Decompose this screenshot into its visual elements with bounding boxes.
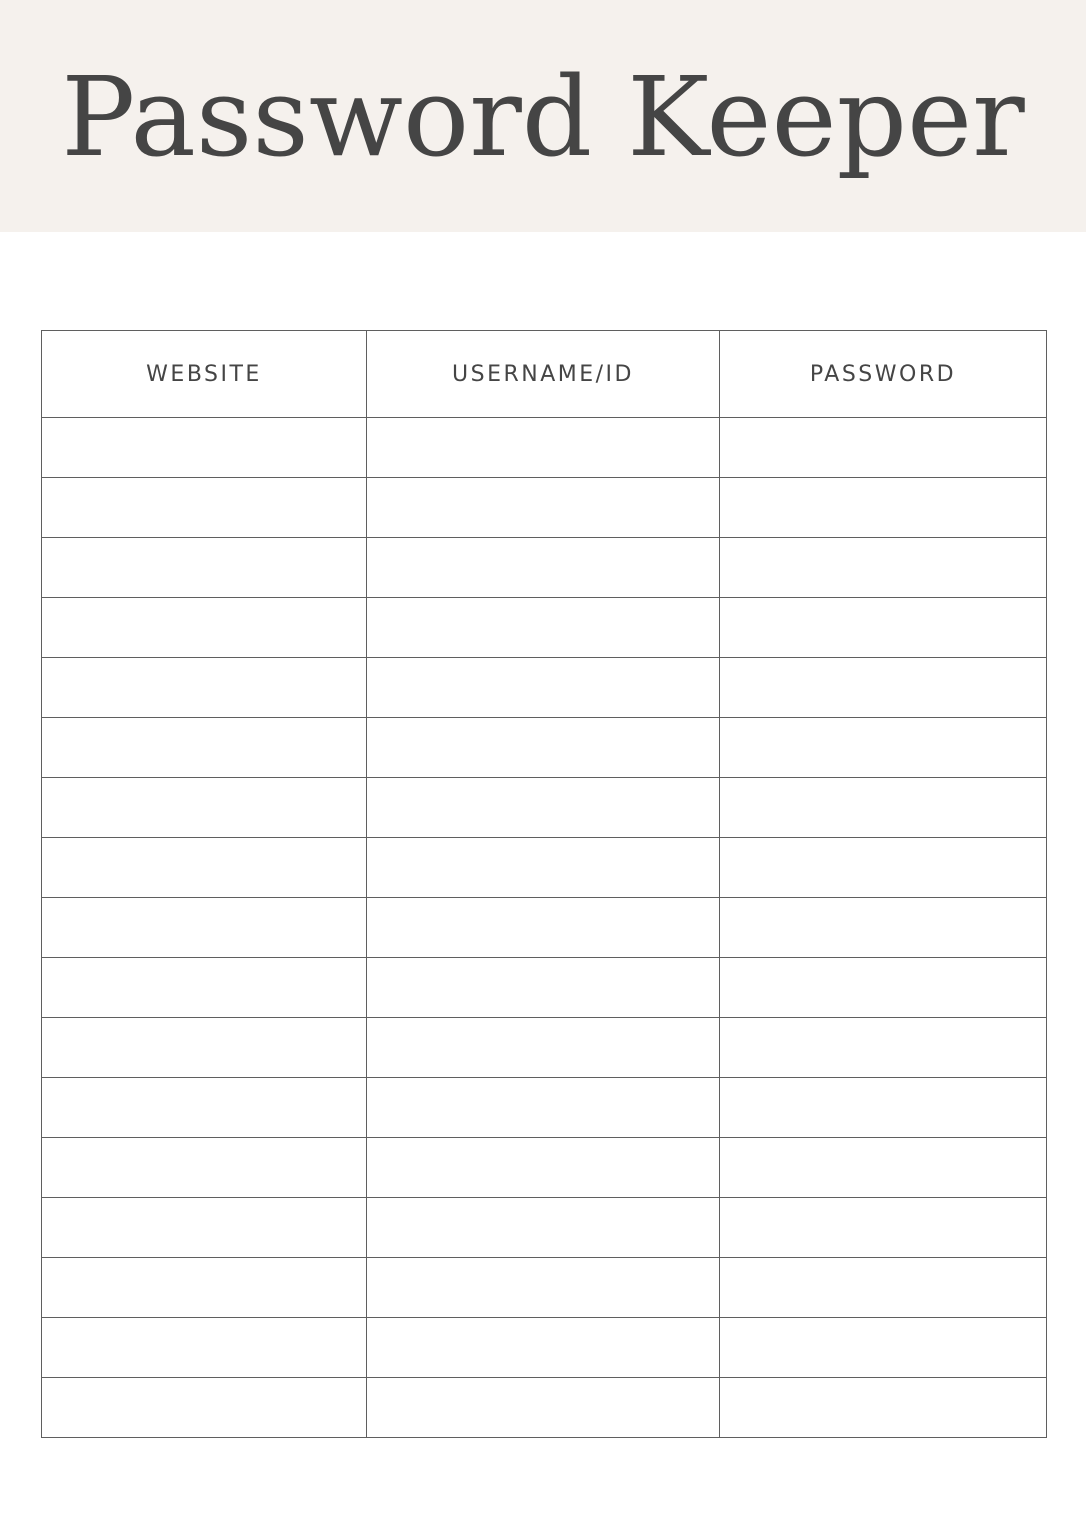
username-cell[interactable]: [367, 1018, 720, 1078]
password-table: [41, 330, 1047, 1438]
username-cell[interactable]: [367, 538, 720, 598]
password-cell[interactable]: [720, 718, 1047, 778]
website-cell[interactable]: [42, 1198, 367, 1258]
table-row: [42, 1198, 1047, 1258]
table-row: [42, 958, 1047, 1018]
website-cell[interactable]: [42, 1318, 367, 1378]
website-cell[interactable]: [42, 658, 367, 718]
page-title: Password Keeper: [61, 53, 1025, 181]
website-cell[interactable]: [42, 958, 367, 1018]
username-cell[interactable]: [367, 958, 720, 1018]
password-cell[interactable]: [720, 478, 1047, 538]
website-cell[interactable]: [42, 1018, 367, 1078]
password-cell[interactable]: [720, 1318, 1047, 1378]
password-cell[interactable]: [720, 778, 1047, 838]
password-cell[interactable]: [720, 838, 1047, 898]
table-row: [42, 1318, 1047, 1378]
username-cell[interactable]: [367, 838, 720, 898]
website-cell[interactable]: [42, 538, 367, 598]
website-cell[interactable]: [42, 778, 367, 838]
website-cell[interactable]: [42, 898, 367, 958]
table-row: [42, 538, 1047, 598]
website-cell[interactable]: [42, 1078, 367, 1138]
table-row: [42, 598, 1047, 658]
username-cell[interactable]: [367, 898, 720, 958]
username-cell[interactable]: [367, 1138, 720, 1198]
table-row: [42, 1258, 1047, 1318]
username-cell[interactable]: [367, 1378, 720, 1438]
username-cell[interactable]: [367, 1198, 720, 1258]
password-cell[interactable]: [720, 1258, 1047, 1318]
website-cell[interactable]: [42, 838, 367, 898]
password-cell[interactable]: [720, 958, 1047, 1018]
website-cell[interactable]: [42, 478, 367, 538]
table-row: [42, 1078, 1047, 1138]
password-cell[interactable]: [720, 418, 1047, 478]
table-row: [42, 1138, 1047, 1198]
username-cell[interactable]: [367, 718, 720, 778]
password-cell[interactable]: [720, 658, 1047, 718]
password-cell[interactable]: [720, 1018, 1047, 1078]
password-cell[interactable]: [720, 538, 1047, 598]
table-row: [42, 418, 1047, 478]
website-cell[interactable]: [42, 1378, 367, 1438]
website-cell[interactable]: [42, 718, 367, 778]
username-cell[interactable]: [367, 1318, 720, 1378]
table-row: [42, 778, 1047, 838]
username-cell[interactable]: [367, 778, 720, 838]
table-body: [42, 418, 1047, 1438]
website-cell[interactable]: [42, 418, 367, 478]
table-row: [42, 1378, 1047, 1438]
column-header-website: WEBSITE: [42, 331, 367, 418]
table-header-row: [42, 331, 1047, 418]
username-cell[interactable]: [367, 658, 720, 718]
table-row: [42, 898, 1047, 958]
password-cell[interactable]: [720, 898, 1047, 958]
website-cell[interactable]: [42, 598, 367, 658]
password-cell[interactable]: [720, 1138, 1047, 1198]
username-cell[interactable]: [367, 1078, 720, 1138]
table-row: [42, 1018, 1047, 1078]
password-cell[interactable]: [720, 1378, 1047, 1438]
password-cell[interactable]: [720, 598, 1047, 658]
username-cell[interactable]: [367, 478, 720, 538]
header-band: [0, 0, 1086, 232]
password-cell[interactable]: [720, 1198, 1047, 1258]
table-row: [42, 718, 1047, 778]
username-cell[interactable]: [367, 598, 720, 658]
table-row: [42, 658, 1047, 718]
table-row: [42, 478, 1047, 538]
website-cell[interactable]: [42, 1258, 367, 1318]
table-row: [42, 838, 1047, 898]
password-cell[interactable]: [720, 1078, 1047, 1138]
column-header-password: PASSWORD: [720, 331, 1047, 418]
column-header-username: USERNAME/ID: [367, 331, 720, 418]
username-cell[interactable]: [367, 1258, 720, 1318]
username-cell[interactable]: [367, 418, 720, 478]
website-cell[interactable]: [42, 1138, 367, 1198]
